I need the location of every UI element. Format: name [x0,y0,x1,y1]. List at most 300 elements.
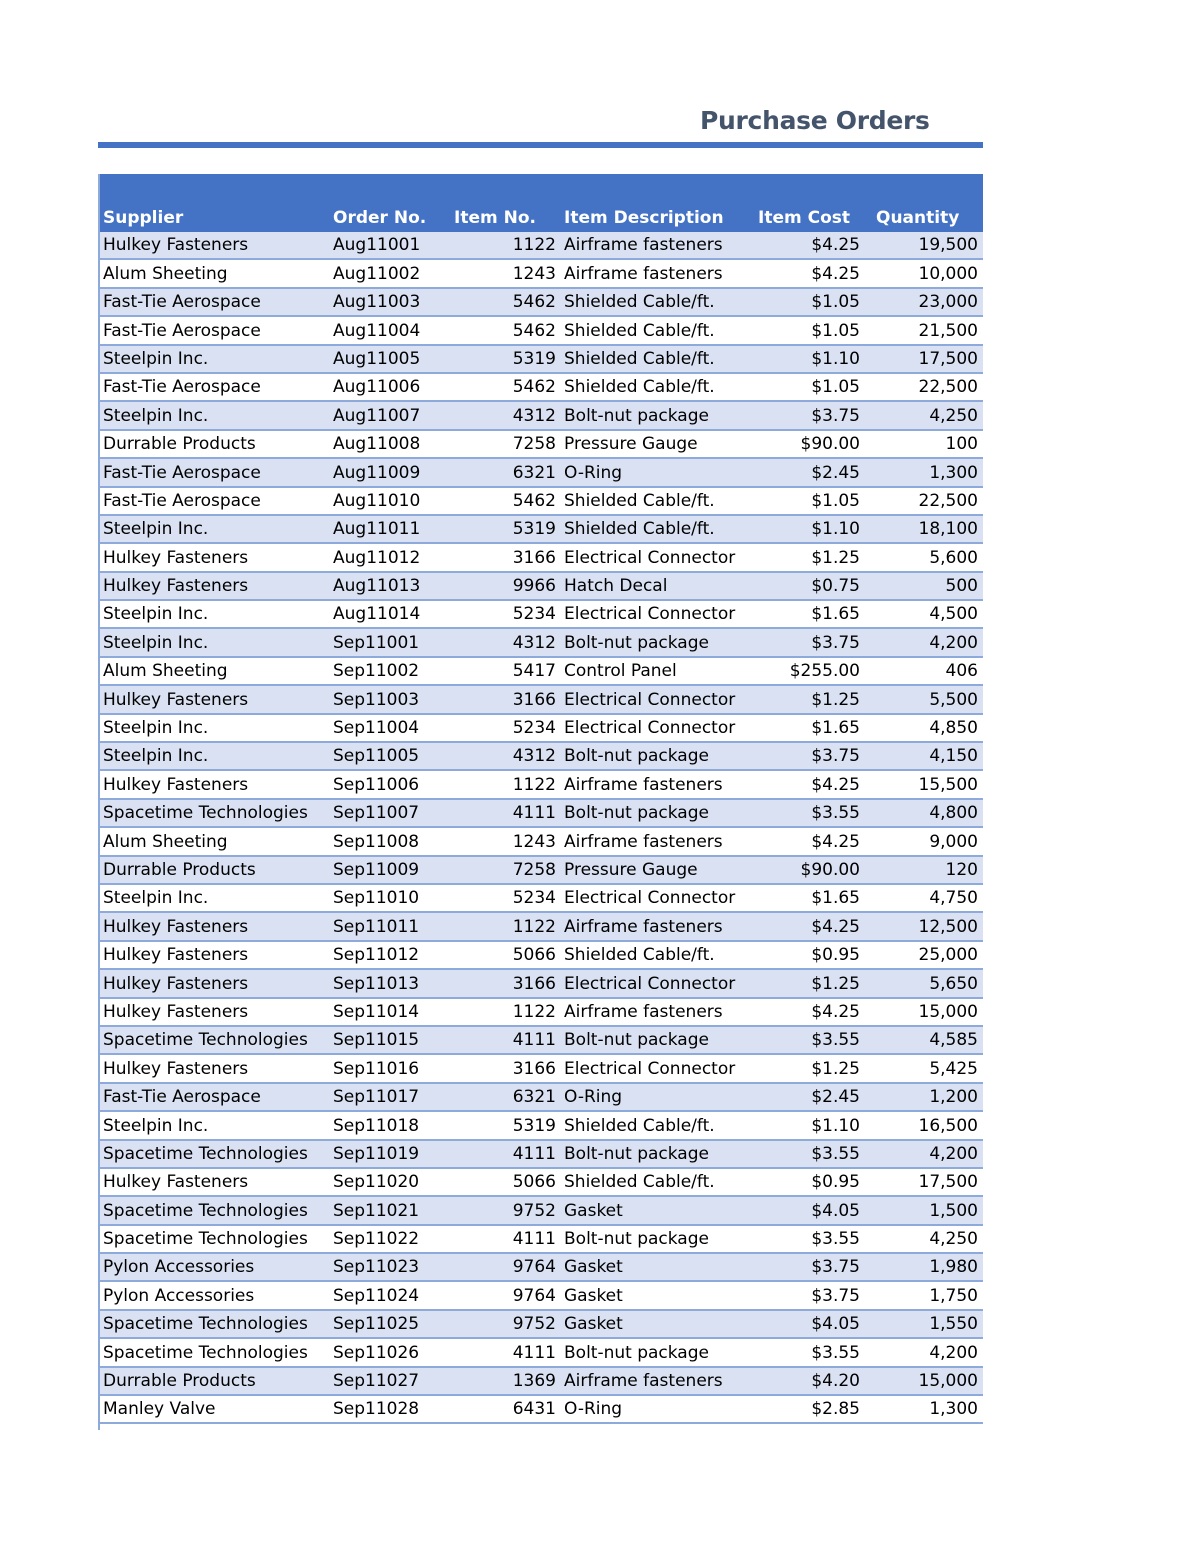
cell-quantity: 4,500 [929,604,978,625]
table-row[interactable] [98,1027,983,1055]
cell-order-no: Sep11019 [333,1143,420,1164]
cell-order-no: Sep11017 [333,1087,420,1108]
cell-quantity: 4,200 [929,1342,978,1363]
cell-item-no: 9966 [512,576,556,597]
cell-item-no: 9752 [512,1314,556,1335]
table-row[interactable] [98,658,983,686]
table-left-border [98,174,100,1430]
cell-item-no: 4111 [512,803,556,824]
cell-item-description: Gasket [564,1314,623,1335]
cell-order-no: Sep11014 [333,1001,420,1022]
cell-item-no: 5319 [512,1115,556,1136]
cell-item-cost: $1.65 [811,888,860,909]
cell-supplier: Spacetime Technologies [103,1229,308,1250]
table-row[interactable] [98,544,983,572]
cell-quantity: 500 [945,576,978,597]
cell-item-description: Airframe fasteners [564,263,723,284]
cell-item-no: 1243 [512,263,556,284]
header-item-no[interactable]: Item No. [454,208,536,228]
cell-order-no: Sep11004 [333,718,420,739]
table-row[interactable] [98,1197,983,1225]
cell-item-cost: $255.00 [789,661,860,682]
cell-supplier: Spacetime Technologies [103,1143,308,1164]
cell-supplier: Fast-Tie Aerospace [103,320,261,341]
cell-item-cost: $1.25 [811,689,860,710]
cell-item-description: Electrical Connector [564,718,736,739]
cell-item-cost: $0.75 [811,576,860,597]
cell-supplier: Durrable Products [103,434,256,455]
cell-order-no: Sep11006 [333,774,420,795]
cell-item-no: 7258 [512,434,556,455]
cell-quantity: 12,500 [918,916,978,937]
cell-item-cost: $4.20 [811,1371,860,1392]
cell-item-cost: $4.25 [811,831,860,852]
cell-item-cost: $2.45 [811,1087,860,1108]
cell-quantity: 1,200 [929,1087,978,1108]
cell-supplier: Steelpin Inc. [103,746,209,767]
cell-quantity: 22,500 [918,377,978,398]
cell-supplier: Steelpin Inc. [103,718,209,739]
cell-item-no: 1122 [512,916,556,937]
cell-order-no: Sep11009 [333,859,420,880]
cell-item-no: 4111 [512,1143,556,1164]
table-row[interactable] [98,1254,983,1282]
cell-order-no: Aug11012 [333,547,421,568]
cell-order-no: Sep11016 [333,1058,420,1079]
cell-order-no: Aug11011 [333,519,421,540]
cell-item-description: Airframe fasteners [564,916,723,937]
cell-order-no: Sep11024 [333,1285,420,1306]
cell-item-cost: $1.05 [811,490,860,511]
table-row[interactable] [98,516,983,544]
cell-item-no: 1122 [512,235,556,256]
header-item-cost[interactable]: Item Cost [758,208,851,228]
cell-supplier: Pylon Accessories [103,1257,255,1278]
cell-item-description: Shielded Cable/ft. [564,292,715,313]
header-order-no[interactable]: Order No. [333,208,427,228]
cell-order-no: Sep11026 [333,1342,420,1363]
table-row[interactable] [98,1169,983,1197]
cell-supplier: Spacetime Technologies [103,1342,308,1363]
table-row[interactable] [98,686,983,714]
table-row[interactable] [98,289,983,317]
cell-supplier: Durrable Products [103,859,256,880]
cell-item-no: 5319 [512,519,556,540]
cell-order-no: Aug11013 [333,576,421,597]
cell-item-cost: $4.25 [811,235,860,256]
cell-quantity: 4,250 [929,405,978,426]
cell-item-description: Airframe fasteners [564,235,723,256]
table-row[interactable] [98,431,983,459]
cell-quantity: 15,500 [918,774,978,795]
cell-quantity: 17,500 [918,1172,978,1193]
cell-item-description: Shielded Cable/ft. [564,320,715,341]
cell-item-description: Airframe fasteners [564,1001,723,1022]
cell-item-description: Gasket [564,1257,623,1278]
cell-supplier: Hulkey Fasteners [103,973,249,994]
cell-supplier: Hulkey Fasteners [103,916,249,937]
cell-supplier: Hulkey Fasteners [103,945,249,966]
cell-supplier: Spacetime Technologies [103,1030,308,1051]
cell-supplier: Durrable Products [103,1371,256,1392]
cell-item-no: 4111 [512,1342,556,1363]
cell-quantity: 4,850 [929,718,978,739]
cell-item-description: Shielded Cable/ft. [564,1172,715,1193]
table-row[interactable] [98,232,983,260]
cell-order-no: Aug11005 [333,348,421,369]
cell-order-no: Aug11009 [333,462,421,483]
table-row[interactable] [98,1282,983,1310]
cell-item-cost: $4.25 [811,774,860,795]
cell-item-no: 1122 [512,1001,556,1022]
table-row[interactable] [98,488,983,516]
cell-item-no: 5234 [512,604,556,625]
cell-quantity: 10,000 [918,263,978,284]
cell-item-no: 9764 [512,1257,556,1278]
cell-order-no: Sep11021 [333,1200,420,1221]
cell-item-no: 4312 [512,632,556,653]
cell-supplier: Manley Valve [103,1399,216,1420]
cell-item-cost: $90.00 [800,434,860,455]
cell-order-no: Aug11010 [333,490,421,511]
table-row[interactable] [98,374,983,402]
table-row[interactable] [98,1368,983,1396]
cell-item-cost: $90.00 [800,859,860,880]
cell-item-description: Shielded Cable/ft. [564,348,715,369]
cell-order-no: Aug11006 [333,377,421,398]
cell-order-no: Sep11005 [333,746,420,767]
cell-item-description: Electrical Connector [564,547,736,568]
cell-quantity: 5,600 [929,547,978,568]
cell-supplier: Spacetime Technologies [103,1314,308,1335]
table-row[interactable] [98,1226,983,1254]
cell-item-cost: $1.25 [811,547,860,568]
table-row[interactable] [98,913,983,941]
cell-item-cost: $4.05 [811,1314,860,1335]
cell-quantity: 5,425 [929,1058,978,1079]
table-row[interactable] [98,1084,983,1112]
cell-order-no: Sep11020 [333,1172,420,1193]
table-row[interactable] [98,601,983,629]
cell-supplier: Steelpin Inc. [103,1115,209,1136]
table-row[interactable] [98,573,983,601]
table-row[interactable] [98,459,983,487]
cell-order-no: Aug11007 [333,405,421,426]
cell-item-no: 6321 [512,462,556,483]
cell-item-description: Electrical Connector [564,888,736,909]
cell-item-description: Bolt-nut package [564,1030,709,1051]
cell-quantity: 1,980 [929,1257,978,1278]
cell-quantity: 1,750 [929,1285,978,1306]
cell-order-no: Sep11028 [333,1399,420,1420]
cell-supplier: Alum Sheeting [103,661,228,682]
cell-supplier: Pylon Accessories [103,1285,255,1306]
cell-item-description: Airframe fasteners [564,831,723,852]
table-row[interactable] [98,346,983,374]
cell-order-no: Sep11007 [333,803,420,824]
cell-item-no: 1122 [512,774,556,795]
cell-item-description: Pressure Gauge [564,859,698,880]
cell-item-cost: $1.05 [811,292,860,313]
cell-quantity: 4,150 [929,746,978,767]
cell-supplier: Fast-Tie Aerospace [103,490,261,511]
cell-item-cost: $3.55 [811,1342,860,1363]
header-quantity[interactable]: Quantity [876,208,960,228]
cell-item-cost: $3.55 [811,1143,860,1164]
table-row[interactable] [98,771,983,799]
cell-item-no: 5462 [512,292,556,313]
cell-item-description: Shielded Cable/ft. [564,519,715,540]
cell-item-cost: $2.85 [811,1399,860,1420]
cell-quantity: 16,500 [918,1115,978,1136]
cell-item-no: 5319 [512,348,556,369]
cell-item-no: 5462 [512,490,556,511]
table-row[interactable] [98,1055,983,1083]
cell-quantity: 17,500 [918,348,978,369]
cell-order-no: Sep11011 [333,916,420,937]
cell-item-description: Electrical Connector [564,604,736,625]
cell-item-cost: $3.55 [811,1030,860,1051]
cell-supplier: Spacetime Technologies [103,1200,308,1221]
table-row[interactable] [98,715,983,743]
cell-item-cost: $0.95 [811,945,860,966]
cell-item-description: Bolt-nut package [564,1143,709,1164]
table-row[interactable] [98,743,983,771]
cell-supplier: Hulkey Fasteners [103,1058,249,1079]
cell-item-no: 1369 [512,1371,556,1392]
cell-item-description: Bolt-nut package [564,405,709,426]
cell-order-no: Sep11027 [333,1371,420,1392]
cell-order-no: Aug11001 [333,235,421,256]
cell-item-cost: $0.95 [811,1172,860,1193]
cell-item-description: O-Ring [564,1087,623,1108]
cell-item-description: Bolt-nut package [564,803,709,824]
cell-order-no: Sep11008 [333,831,420,852]
cell-item-description: Electrical Connector [564,1058,736,1079]
table-row[interactable] [98,800,983,828]
cell-item-cost: $3.55 [811,803,860,824]
cell-item-description: Shielded Cable/ft. [564,490,715,511]
cell-order-no: Sep11013 [333,973,420,994]
cell-item-description: Shielded Cable/ft. [564,377,715,398]
cell-supplier: Hulkey Fasteners [103,547,249,568]
cell-quantity: 1,300 [929,462,978,483]
cell-order-no: Sep11001 [333,632,420,653]
cell-item-description: Airframe fasteners [564,1371,723,1392]
header-supplier[interactable]: Supplier [103,208,184,228]
cell-quantity: 23,000 [918,292,978,313]
cell-item-cost: $3.75 [811,1257,860,1278]
cell-quantity: 19,500 [918,235,978,256]
cell-item-cost: $4.05 [811,1200,860,1221]
cell-supplier: Fast-Tie Aerospace [103,1087,261,1108]
cell-quantity: 15,000 [918,1001,978,1022]
table-row[interactable] [98,629,983,657]
cell-supplier: Hulkey Fasteners [103,689,249,710]
table-row[interactable] [98,402,983,430]
cell-supplier: Hulkey Fasteners [103,1172,249,1193]
cell-supplier: Hulkey Fasteners [103,774,249,795]
cell-supplier: Spacetime Technologies [103,803,308,824]
table-row[interactable] [98,942,983,970]
cell-quantity: 25,000 [918,945,978,966]
cell-quantity: 1,300 [929,1399,978,1420]
cell-quantity: 4,200 [929,632,978,653]
cell-supplier: Hulkey Fasteners [103,1001,249,1022]
table-row[interactable] [98,1396,983,1424]
cell-order-no: Sep11012 [333,945,420,966]
table-row[interactable] [98,260,983,288]
cell-item-no: 4111 [512,1030,556,1051]
cell-order-no: Sep11010 [333,888,420,909]
cell-quantity: 1,500 [929,1200,978,1221]
cell-quantity: 100 [945,434,978,455]
cell-supplier: Steelpin Inc. [103,348,209,369]
cell-item-cost: $1.25 [811,973,860,994]
cell-order-no: Sep11025 [333,1314,420,1335]
cell-supplier: Steelpin Inc. [103,519,209,540]
cell-item-no: 5462 [512,320,556,341]
cell-quantity: 406 [945,661,978,682]
cell-order-no: Sep11002 [333,661,420,682]
cell-item-no: 5417 [512,661,556,682]
cell-item-description: Shielded Cable/ft. [564,945,715,966]
header-item-description[interactable]: Item Description [564,208,724,228]
table-row[interactable] [98,885,983,913]
cell-item-no: 7258 [512,859,556,880]
cell-item-description: Shielded Cable/ft. [564,1115,715,1136]
cell-item-cost: $1.25 [811,1058,860,1079]
purchase-orders-table [98,174,983,1424]
cell-quantity: 5,650 [929,973,978,994]
table-body [98,232,983,1424]
cell-item-no: 9764 [512,1285,556,1306]
cell-supplier: Steelpin Inc. [103,888,209,909]
cell-item-no: 1243 [512,831,556,852]
cell-item-no: 5462 [512,377,556,398]
cell-supplier: Alum Sheeting [103,263,228,284]
cell-item-cost: $4.25 [811,916,860,937]
cell-item-description: Control Panel [564,661,677,682]
cell-item-cost: $3.75 [811,746,860,767]
cell-item-no: 9752 [512,1200,556,1221]
cell-supplier: Steelpin Inc. [103,405,209,426]
cell-quantity: 4,750 [929,888,978,909]
cell-quantity: 4,585 [929,1030,978,1051]
cell-quantity: 120 [945,859,978,880]
cell-item-description: Bolt-nut package [564,746,709,767]
cell-supplier: Fast-Tie Aerospace [103,462,261,483]
cell-supplier: Fast-Tie Aerospace [103,292,261,313]
cell-item-no: 4111 [512,1229,556,1250]
cell-item-cost: $3.75 [811,1285,860,1306]
cell-order-no: Sep11018 [333,1115,420,1136]
cell-quantity: 4,200 [929,1143,978,1164]
cell-item-cost: $1.65 [811,718,860,739]
table-row[interactable] [98,828,983,856]
cell-item-description: O-Ring [564,462,623,483]
table-row[interactable] [98,857,983,885]
cell-order-no: Aug11004 [333,320,421,341]
cell-item-no: 3166 [512,1058,556,1079]
cell-supplier: Fast-Tie Aerospace [103,377,261,398]
cell-quantity: 4,250 [929,1229,978,1250]
cell-item-description: Bolt-nut package [564,632,709,653]
cell-item-no: 3166 [512,547,556,568]
cell-item-description: Gasket [564,1200,623,1221]
cell-item-cost: $2.45 [811,462,860,483]
cell-item-no: 5234 [512,888,556,909]
cell-order-no: Aug11014 [333,604,421,625]
title-underline [98,142,983,148]
cell-item-description: Pressure Gauge [564,434,698,455]
table-header [98,174,983,232]
cell-quantity: 22,500 [918,490,978,511]
cell-item-cost: $1.65 [811,604,860,625]
cell-order-no: Sep11022 [333,1229,420,1250]
table-row[interactable] [98,317,983,345]
cell-quantity: 9,000 [929,831,978,852]
cell-item-no: 6431 [512,1399,556,1420]
page-title: Purchase Orders [700,106,930,135]
cell-item-no: 5234 [512,718,556,739]
cell-item-no: 4312 [512,405,556,426]
table-row[interactable] [98,1339,983,1367]
cell-quantity: 5,500 [929,689,978,710]
table-row[interactable] [98,1112,983,1140]
cell-item-cost: $4.25 [811,1001,860,1022]
cell-item-description: Hatch Decal [564,576,668,597]
cell-item-cost: $1.10 [811,348,860,369]
cell-item-cost: $3.75 [811,405,860,426]
cell-quantity: 21,500 [918,320,978,341]
cell-supplier: Hulkey Fasteners [103,235,249,256]
cell-supplier: Steelpin Inc. [103,632,209,653]
cell-item-cost: $4.25 [811,263,860,284]
cell-item-cost: $3.55 [811,1229,860,1250]
cell-item-cost: $1.10 [811,519,860,540]
cell-item-no: 4312 [512,746,556,767]
cell-item-description: Gasket [564,1285,623,1306]
cell-order-no: Aug11002 [333,263,421,284]
table-row[interactable] [98,999,983,1027]
table-row[interactable] [98,970,983,998]
cell-order-no: Aug11008 [333,434,421,455]
cell-item-description: Electrical Connector [564,973,736,994]
cell-item-cost: $1.10 [811,1115,860,1136]
cell-quantity: 15,000 [918,1371,978,1392]
table-row[interactable] [98,1141,983,1169]
cell-item-description: Bolt-nut package [564,1342,709,1363]
cell-order-no: Sep11003 [333,689,420,710]
cell-quantity: 4,800 [929,803,978,824]
cell-quantity: 1,550 [929,1314,978,1335]
cell-order-no: Aug11003 [333,292,421,313]
cell-supplier: Steelpin Inc. [103,604,209,625]
cell-item-no: 3166 [512,973,556,994]
cell-item-no: 5066 [512,945,556,966]
cell-supplier: Alum Sheeting [103,831,228,852]
cell-item-cost: $3.75 [811,632,860,653]
cell-quantity: 18,100 [918,519,978,540]
cell-item-description: Airframe fasteners [564,774,723,795]
cell-supplier: Hulkey Fasteners [103,576,249,597]
cell-item-no: 6321 [512,1087,556,1108]
cell-order-no: Sep11015 [333,1030,420,1051]
cell-item-description: Bolt-nut package [564,1229,709,1250]
table-row[interactable] [98,1311,983,1339]
cell-item-no: 3166 [512,689,556,710]
